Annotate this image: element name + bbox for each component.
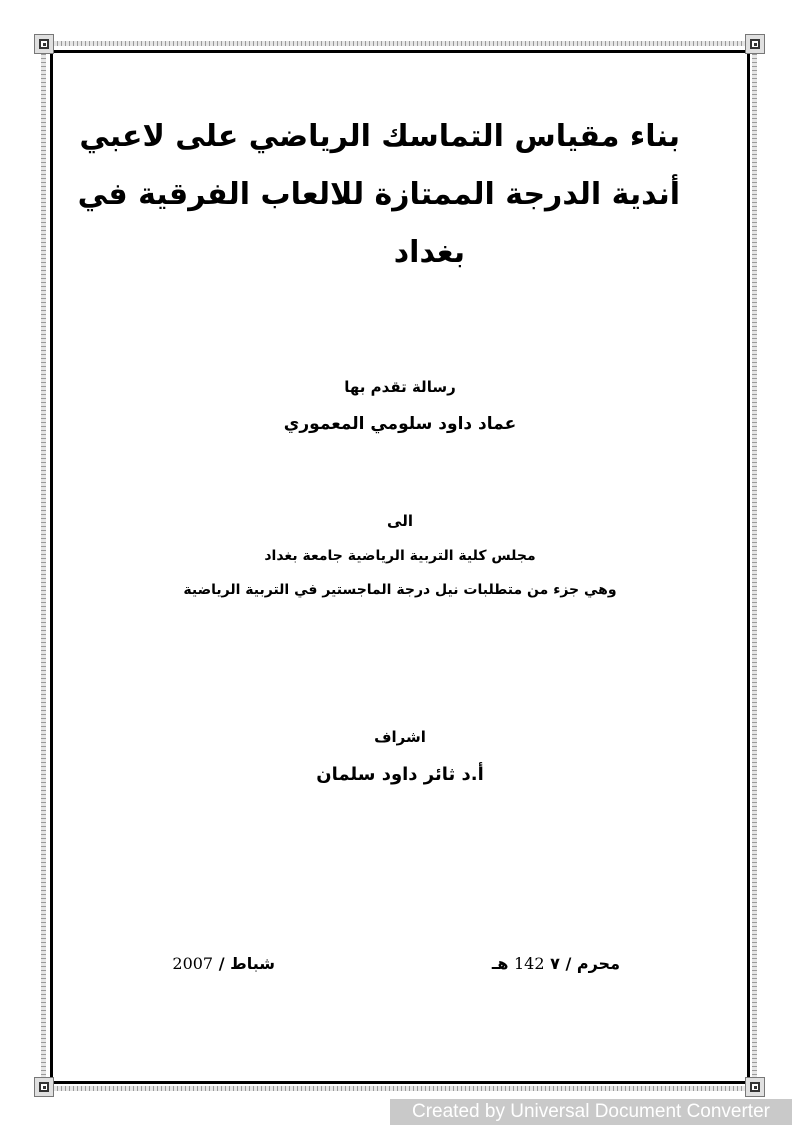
council-name: مجلس كلية التربية الرياضية جامعة بغداد (264, 548, 536, 564)
converter-watermark: Created by Universal Document Converter (390, 1099, 792, 1125)
corner-ornament-icon (745, 34, 765, 54)
hijri-date (470, 954, 620, 973)
supervision-label: اشراف (374, 728, 426, 746)
hijri-suffix: هـ (491, 954, 509, 973)
thesis-title (77, 108, 680, 282)
thesis-title-line-2: أندية الدرجة الممتازة للالعاب الفرقية في (77, 177, 680, 212)
corner-ornament-icon (34, 34, 54, 54)
thesis-title-line-3: بغداد (393, 235, 465, 270)
corner-ornament-icon (745, 1077, 765, 1097)
to-label: الى (387, 512, 413, 530)
thesis-title-line-1: بناء مقياس التماسك الرياضي على لاعبي (79, 119, 680, 154)
gregorian-month: شباط / (218, 954, 275, 973)
supervisor-name: أ.د ثائر داود سلمان (316, 764, 484, 785)
submitted-by-label: رسالة تقدم بها (344, 378, 456, 396)
hijri-month: محرم / ٧ (550, 954, 620, 973)
gregorian-year: 2007 (172, 954, 214, 973)
gregorian-date (160, 954, 275, 973)
hijri-year: 142 (514, 954, 545, 973)
corner-ornament-icon (34, 1077, 54, 1097)
degree-requirement-note: وهي جزء من متطلبات نيل درجة الماجستير في التربية الرياضية (183, 582, 617, 598)
author-name: عماد داود سلومي المعموري (283, 414, 517, 434)
